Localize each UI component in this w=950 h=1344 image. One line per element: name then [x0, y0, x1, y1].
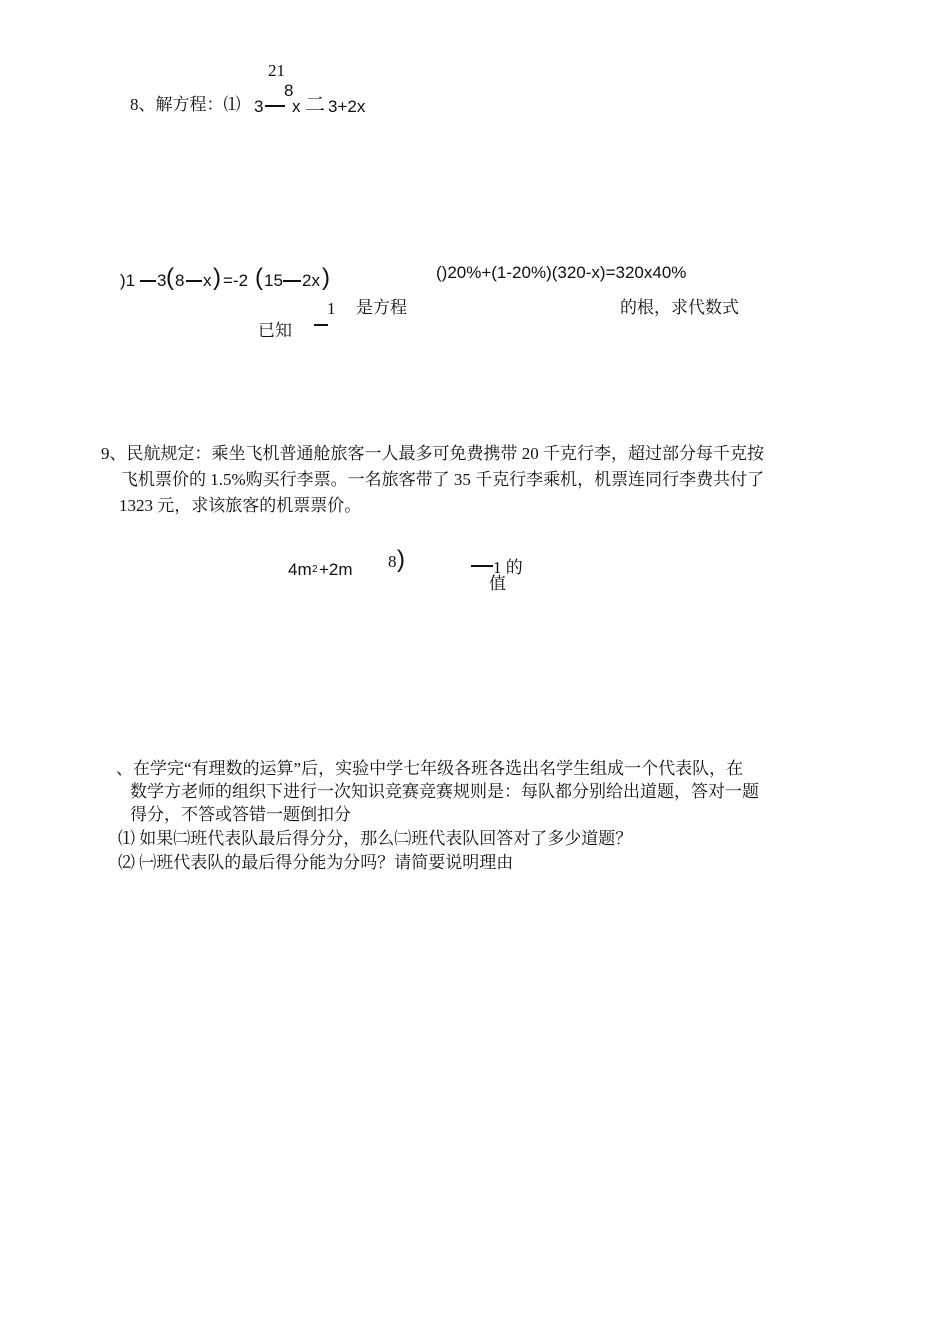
fraction-numerator-21: 21	[268, 61, 285, 80]
equation-2-equals: =-2	[223, 271, 249, 290]
expression-exponent: 2	[312, 564, 318, 575]
fragment-root: 是方程	[356, 298, 407, 317]
equation-2-right-paren-2: )	[322, 264, 330, 291]
question-8-label: 8、解方程：⑴	[130, 95, 241, 114]
equation-1-term-3: 3	[254, 97, 264, 116]
fraction-bar	[314, 324, 328, 326]
minus-sign	[140, 280, 156, 282]
question-9-line-1: 9、民航规定：乘坐飞机普通舱旅客一人最多可免费携带 20 千克行李，超过部分每千克按	[101, 444, 764, 463]
expression-right-paren: )	[397, 546, 405, 573]
minus-sign	[283, 280, 301, 282]
equation-2-left-paren-2: (	[255, 264, 263, 291]
question-10-sub-2: ⑵ ㈠班代表队的最后得分能为分吗？请简要说明理由	[118, 853, 514, 872]
fragment-known-clip	[258, 321, 298, 340]
question-10-line-1: 、在学完“有理数的运算”后，实验中学七年级各班各选出名学生组成一个代表队，在	[116, 759, 744, 778]
fraction-numerator-1: 1	[327, 299, 336, 318]
equation-2-term-15: 15	[264, 271, 283, 290]
equation-2-prefix: )1	[120, 271, 136, 290]
equation-1-equals: 二	[305, 94, 325, 116]
question-9-line-3: 1323 元，求该旅客的机票票价。	[119, 496, 362, 515]
fragment-root-clip	[356, 298, 426, 317]
minus-sign	[471, 565, 493, 567]
expression-value-word: 值	[489, 574, 506, 593]
equation-1-variable: x	[292, 97, 301, 116]
question-10-line-2: 数学方老师的组织下进行一次知识竞赛竞赛规则是：每队都分别给出道题，答对一题	[130, 782, 759, 801]
fragment-value: 的根，求代数式	[620, 298, 739, 317]
equation-2-variable: x	[203, 271, 212, 290]
equation-3-clip	[436, 263, 696, 282]
question-10-line-3: 得分，不答或答错一题倒扣分	[130, 805, 351, 824]
equation-1-right-side: 3+2x	[328, 97, 366, 116]
question-9-line-2: 飞机票价的 1.5%购买行李票。一名旅客带了 35 千克行李乘机，机票连同行李费共付了	[121, 470, 765, 489]
equation-2-left-paren: (	[166, 264, 174, 291]
equation-2-coefficient: 3	[157, 271, 167, 290]
fragment-value-clip	[620, 298, 750, 317]
expression-clip	[288, 558, 368, 579]
expression-8: 8	[388, 552, 397, 571]
question-10-sub-1: ⑴ 如果㈡班代表队最后得分分，那么㈡班代表队回答对了多少道题？	[118, 829, 633, 848]
equation-3: ()20%+(1-20%)(320-x)=320x40%	[436, 263, 687, 282]
fraction-bar	[265, 105, 285, 107]
fragment-known: 已知	[258, 321, 292, 340]
equation-1-numerator-8: 8	[284, 81, 294, 100]
equation-2-right-paren: )	[213, 264, 221, 291]
equation-2-term-8: 8	[175, 271, 185, 290]
expression-2m: +2m	[319, 560, 353, 579]
expression-4m: 4m	[288, 560, 312, 579]
minus-sign	[186, 280, 202, 282]
expression-tail: 1 的	[493, 558, 523, 577]
equation-2-term-2x: 2x	[302, 271, 320, 290]
